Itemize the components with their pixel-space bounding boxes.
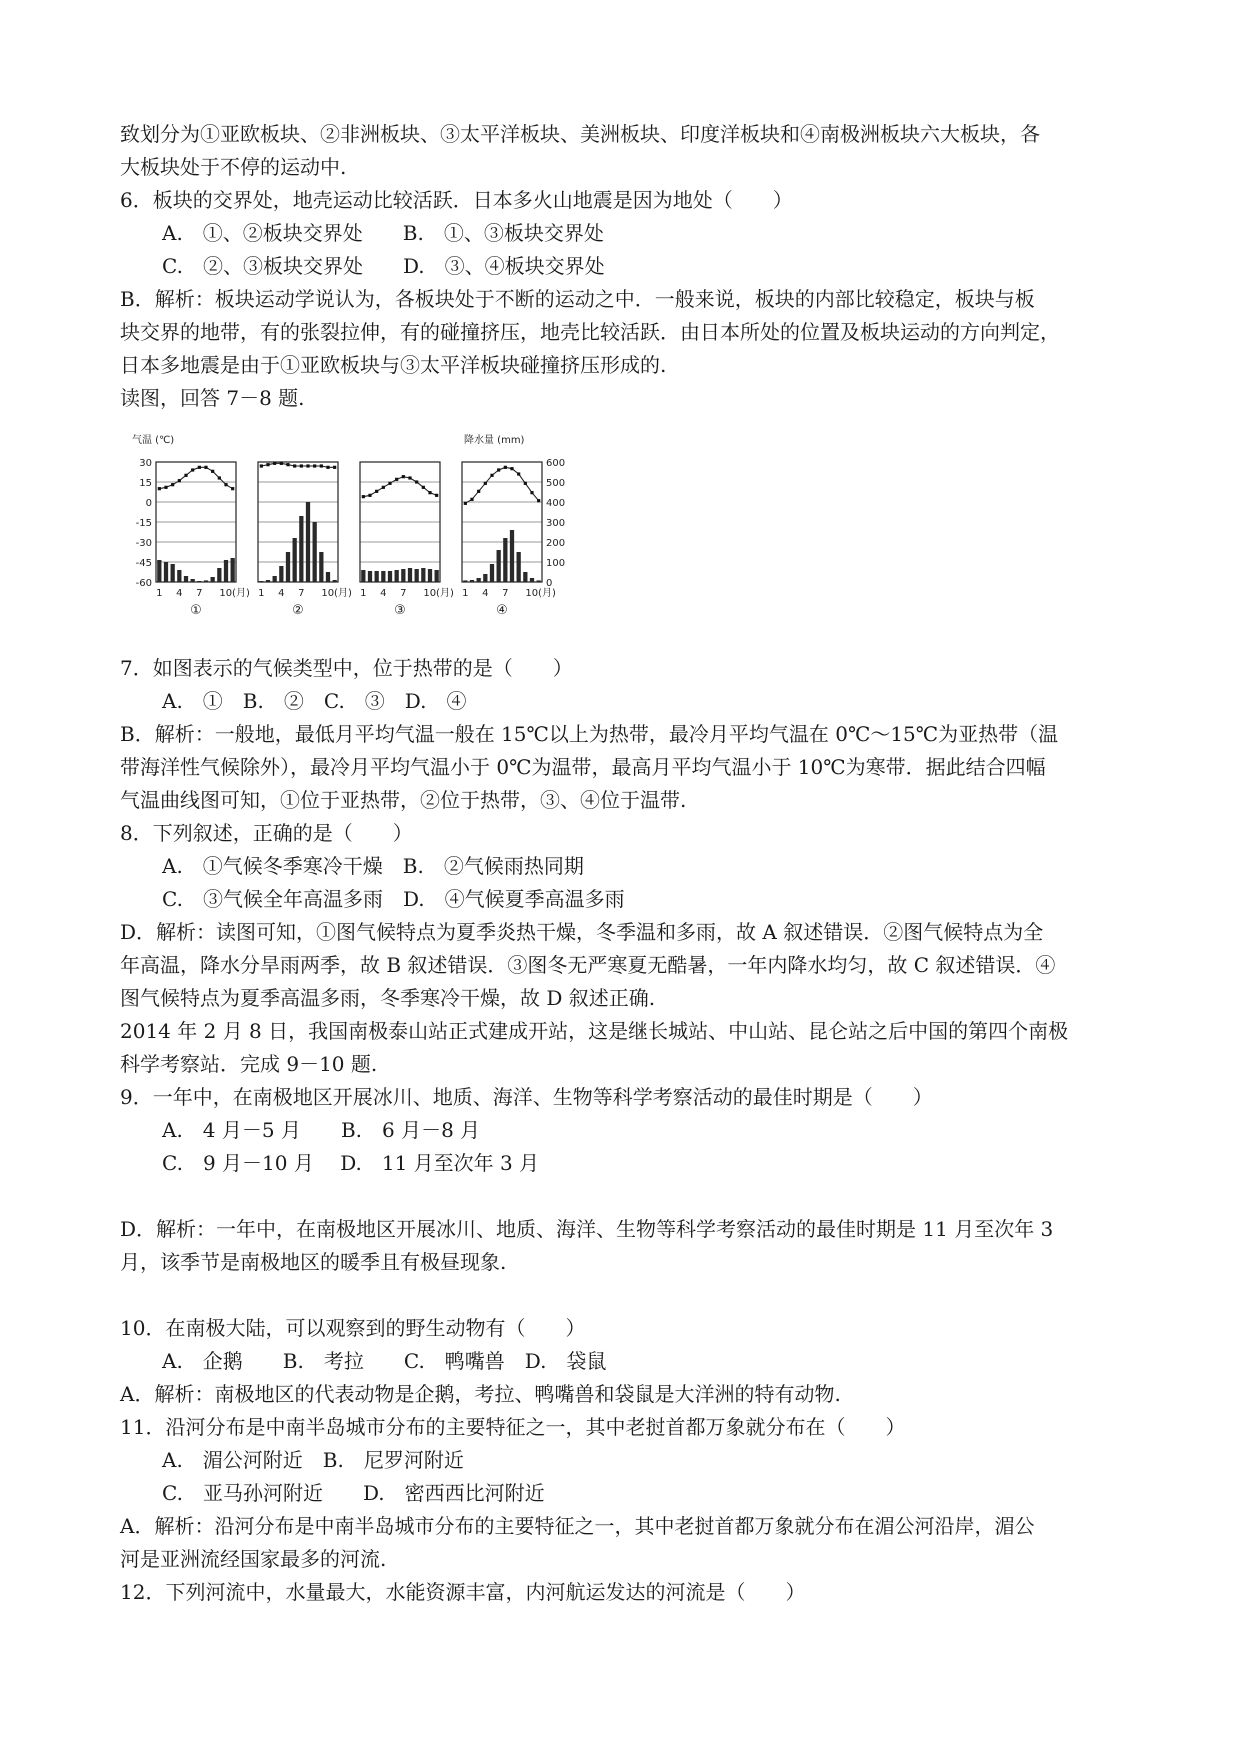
temperature-line	[261, 463, 334, 467]
panel-label: ③	[394, 603, 406, 618]
temperature-point	[313, 464, 316, 467]
temperature-point	[293, 464, 296, 467]
question-11-options-1: A. 湄公河附近 B. 尼罗河附近	[162, 1448, 464, 1472]
temperature-point	[306, 464, 309, 467]
temperature-point	[300, 464, 303, 467]
read-figure-instruction: 读图，回答 7－8 题.	[120, 386, 305, 410]
spacer	[120, 1279, 1130, 1312]
question-7-answer: B．解析：一般地，最低月平均气温一般在 15℃以上为热带，最冷月平均气温在 0℃～15℃为亚热带（温	[120, 722, 1059, 746]
month-tick-label: 7	[298, 588, 305, 599]
spacer	[120, 1180, 1130, 1213]
precip-bar	[435, 570, 439, 582]
temperature-point	[178, 479, 181, 482]
temperature-line	[363, 477, 436, 497]
precip-bar	[191, 579, 195, 582]
precip-bar	[408, 568, 412, 582]
question-7-answer: 气温曲线图可知，①位于亚热带，②位于热带，③、④位于温带.	[120, 788, 687, 812]
temperature-point	[191, 468, 194, 471]
precip-bar	[306, 502, 310, 582]
precip-bar	[273, 576, 277, 582]
temperature-point	[273, 462, 276, 465]
question-9-options-1: A. 4 月－5 月 B. 6 月－8 月	[162, 1118, 481, 1142]
precip-bar	[333, 580, 337, 582]
temperature-point	[218, 476, 221, 479]
temperature-point	[326, 466, 329, 469]
temperature-point	[368, 494, 371, 497]
precip-bar	[171, 564, 175, 582]
question-6-options-2: C. ②、③板块交界处 D. ③、④板块交界处	[162, 254, 605, 278]
temperature-point	[333, 466, 336, 469]
question-8-answer: 年高温，降水分旱雨两季，故 B 叙述错误．③图冬无严寒夏无酷暑，一年内降水均匀，故 C 叙述错误．④	[120, 953, 1056, 977]
precip-bar	[361, 570, 365, 582]
precip-bar	[204, 580, 208, 582]
question-10-answer: A．解析：南极地区的代表动物是企鹅，考拉、鸭嘴兽和袋鼠是大洋洲的特有动物.	[120, 1382, 841, 1406]
question-7-answer: 带海洋性气候除外），最冷月平均气温小于 0℃为温带，最高月平均气温小于 10℃为寒带．据此结合四幅	[120, 755, 1046, 779]
precip-tick-label: 0	[546, 578, 553, 589]
temp-tick-label: -45	[135, 558, 152, 569]
temperature-line	[465, 467, 538, 503]
intro-9-10: 科学考察站．完成 9－10 题.	[120, 1052, 378, 1076]
question-11-answer: 河是亚洲流经国家最多的河流.	[120, 1547, 387, 1571]
temperature-point	[375, 490, 378, 493]
question-7-options: A. ① B. ② C. ③ D. ④	[162, 689, 467, 713]
temperature-point	[408, 476, 411, 479]
temp-tick-label: 15	[139, 478, 152, 489]
precip-bar	[266, 580, 270, 582]
precip-bar	[157, 560, 161, 582]
precip-bar	[286, 552, 290, 582]
month-tick-label: 4	[278, 588, 285, 599]
precip-bar	[368, 571, 372, 582]
temperature-point	[530, 491, 533, 494]
temp-tick-label: 0	[145, 498, 152, 509]
temperature-point	[402, 475, 405, 478]
question-8-answer: D．解析：读图可知，①图气候特点为夏季炎热干燥，冬季温和多雨，故 A 叙述错误．②图气候特点为全	[120, 920, 1044, 944]
precip-bar	[530, 578, 534, 582]
question-11-answer: A．解析：沿河分布是中南半岛城市分布的主要特征之一，其中老挝首都万象就分布在湄公河沿岸，湄公	[120, 1514, 1035, 1538]
temperature-point	[504, 466, 507, 469]
precip-bar	[177, 570, 181, 582]
precip-bar	[395, 570, 399, 582]
temperature-point	[171, 483, 174, 486]
precip-tick-label: 300	[546, 518, 566, 529]
climate-charts-figure	[128, 429, 598, 642]
precip-bar	[428, 569, 432, 582]
temp-tick-label: -30	[135, 538, 152, 549]
precip-bar	[470, 580, 474, 582]
right-axis-label: 降水量 (mm)	[464, 435, 525, 446]
temperature-point	[477, 490, 480, 493]
month-tick-label: 10(月)	[423, 588, 454, 599]
precip-tick-label: 400	[546, 498, 566, 509]
temperature-point	[362, 495, 365, 498]
question-8-stem: 8．下列叙述，正确的是（ ）	[120, 821, 413, 845]
question-8-options-2: C. ③气候全年高温多雨 D. ④气候夏季高温多雨	[162, 887, 625, 911]
month-tick-label: 1	[360, 588, 367, 599]
month-tick-label: 10(月)	[321, 588, 352, 599]
month-tick-label: 7	[502, 588, 509, 599]
temperature-point	[184, 474, 187, 477]
precip-bar	[231, 558, 235, 582]
temperature-point	[231, 487, 234, 490]
temperature-point	[382, 486, 385, 489]
precip-tick-label: 600	[546, 458, 566, 469]
precip-bar	[523, 572, 527, 582]
temperature-point	[320, 464, 323, 467]
precip-bar	[184, 576, 188, 582]
question-9-options-2: C. 9 月－10 月 D. 11 月至次年 3 月	[162, 1151, 540, 1175]
precip-bar	[299, 516, 303, 582]
precip-bar	[510, 530, 514, 582]
question-6-stem: 6．板块的交界处，地壳运动比较活跃．日本多火山地震是因为地处（ ）	[120, 188, 793, 212]
temperature-point	[280, 462, 283, 465]
precip-bar	[375, 571, 379, 582]
temperature-point	[198, 466, 201, 469]
question-6-answer: 日本多地震是由于①亚欧板块与③太平洋板块碰撞挤压形成的.	[120, 353, 667, 377]
text-line: 致划分为①亚欧板块、②非洲板块、③太平洋板块、美洲板块、印度洋板块和④南极洲板块六大板块，各	[120, 122, 1040, 146]
precip-bar	[401, 569, 405, 582]
temperature-point	[388, 482, 391, 485]
temperature-point	[435, 494, 438, 497]
temperature-point	[266, 463, 269, 466]
temperature-point	[224, 483, 227, 486]
precip-bar	[279, 566, 283, 582]
question-9-answer: D．解析：一年中，在南极地区开展冰川、地质、海洋、生物等科学考察活动的最佳时期是 11 月至次年 3	[120, 1217, 1054, 1241]
intro-9-10: 2014 年 2 月 8 日，我国南极泰山站正式建成开站，这是继长城站、中山站、昆仑站之后中国的第四个南极	[120, 1019, 1069, 1043]
precip-bar	[217, 568, 221, 582]
temperature-point	[158, 487, 161, 490]
precip-bar	[517, 552, 521, 582]
precip-bar	[319, 552, 323, 582]
temperature-point	[395, 478, 398, 481]
temp-tick-label: -60	[135, 578, 152, 589]
precip-bar	[483, 574, 487, 582]
precip-tick-label: 100	[546, 558, 566, 569]
precip-bar	[537, 580, 541, 582]
temp-tick-label: 30	[139, 458, 152, 469]
precip-bar	[326, 572, 330, 582]
precip-bar	[211, 577, 215, 582]
precip-bar	[224, 560, 228, 582]
precip-bar	[259, 581, 263, 582]
precip-bar	[497, 550, 501, 582]
temperature-point	[415, 480, 418, 483]
question-6-answer: 块交界的地带，有的张裂拉伸，有的碰撞挤压，地壳比较活跃．由日本所处的位置及板块运动的方向判定，	[120, 320, 1060, 344]
month-tick-label: 10(月)	[525, 588, 556, 599]
question-6-options-1: A. ①、②板块交界处 B. ①、③板块交界处	[162, 221, 604, 245]
precip-bar	[164, 562, 168, 582]
temperature-point	[286, 463, 289, 466]
left-axis-label: 气温 (℃)	[132, 435, 175, 446]
temperature-point	[204, 466, 207, 469]
temperature-point	[510, 467, 513, 470]
precip-bar	[381, 571, 385, 582]
precip-bar	[415, 569, 419, 582]
temperature-point	[260, 464, 263, 467]
precip-bar	[313, 522, 317, 582]
temperature-point	[497, 468, 500, 471]
question-12-stem: 12．下列河流中，水量最大，水能资源丰富，内河航运发达的河流是（ ）	[120, 1580, 806, 1604]
precip-tick-label: 200	[546, 538, 566, 549]
month-tick-label: 4	[482, 588, 489, 599]
question-11-stem: 11．沿河分布是中南半岛城市分布的主要特征之一，其中老挝首都万象就分布在（ ）	[120, 1415, 906, 1439]
temperature-point	[484, 482, 487, 485]
precip-bar	[197, 581, 201, 582]
document-page	[120, 118, 1130, 1609]
panel-label: ②	[292, 603, 304, 618]
month-tick-label: 7	[400, 588, 407, 599]
question-6-answer: B．解析：板块运动学说认为，各板块处于不断的运动之中．一般来说，板块的内部比较稳定，板块与板	[120, 287, 1035, 311]
month-tick-label: 1	[462, 588, 469, 599]
question-9-stem: 9．一年中，在南极地区开展冰川、地质、海洋、生物等科学考察活动的最佳时期是（ ）	[120, 1085, 933, 1109]
climate-charts	[128, 429, 598, 642]
question-9-answer: 月，该季节是南极地区的暖季且有极昼现象.	[120, 1250, 507, 1274]
temperature-point	[490, 474, 493, 477]
month-tick-label: 7	[196, 588, 203, 599]
temperature-point	[428, 491, 431, 494]
temperature-point	[517, 472, 520, 475]
temperature-point	[470, 498, 473, 501]
precip-bar	[463, 580, 467, 582]
temperature-point	[524, 482, 527, 485]
question-8-options-1: A. ①气候冬季寒冷干燥 B. ②气候雨热同期	[162, 854, 584, 878]
panel-label: ④	[496, 603, 508, 618]
precip-bar	[293, 538, 297, 582]
temperature-point	[211, 470, 214, 473]
question-10-options: A. 企鹅 B. 考拉 C. 鸭嘴兽 D. 袋鼠	[162, 1349, 607, 1373]
question-11-options-2: C. 亚马孙河附近 D. 密西西比河附近	[162, 1481, 545, 1505]
precip-bar	[421, 568, 425, 582]
month-tick-label: 1	[258, 588, 265, 599]
question-10-stem: 10．在南极大陆，可以观察到的野生动物有（ ）	[120, 1316, 586, 1340]
temperature-point	[422, 486, 425, 489]
month-tick-label: 1	[156, 588, 163, 599]
temperature-point	[537, 499, 540, 502]
temp-tick-label: -15	[135, 518, 152, 529]
panel-label: ①	[190, 603, 202, 618]
precip-bar	[503, 538, 507, 582]
month-tick-label: 4	[176, 588, 183, 599]
precip-tick-label: 500	[546, 478, 566, 489]
precip-bar	[388, 571, 392, 582]
month-tick-label: 4	[380, 588, 387, 599]
question-8-answer: 图气候特点为夏季高温多雨，冬季寒冷干燥，故 D 叙述正确.	[120, 986, 656, 1010]
temperature-point	[464, 502, 467, 505]
month-tick-label: 10(月)	[219, 588, 250, 599]
text-line: 大板块处于不停的运动中.	[120, 155, 347, 179]
precip-bar	[477, 578, 481, 582]
precip-bar	[490, 564, 494, 582]
temperature-point	[164, 486, 167, 489]
temperature-line	[159, 467, 232, 488]
question-7-stem: 7．如图表示的气候类型中，位于热带的是（ ）	[120, 656, 573, 680]
